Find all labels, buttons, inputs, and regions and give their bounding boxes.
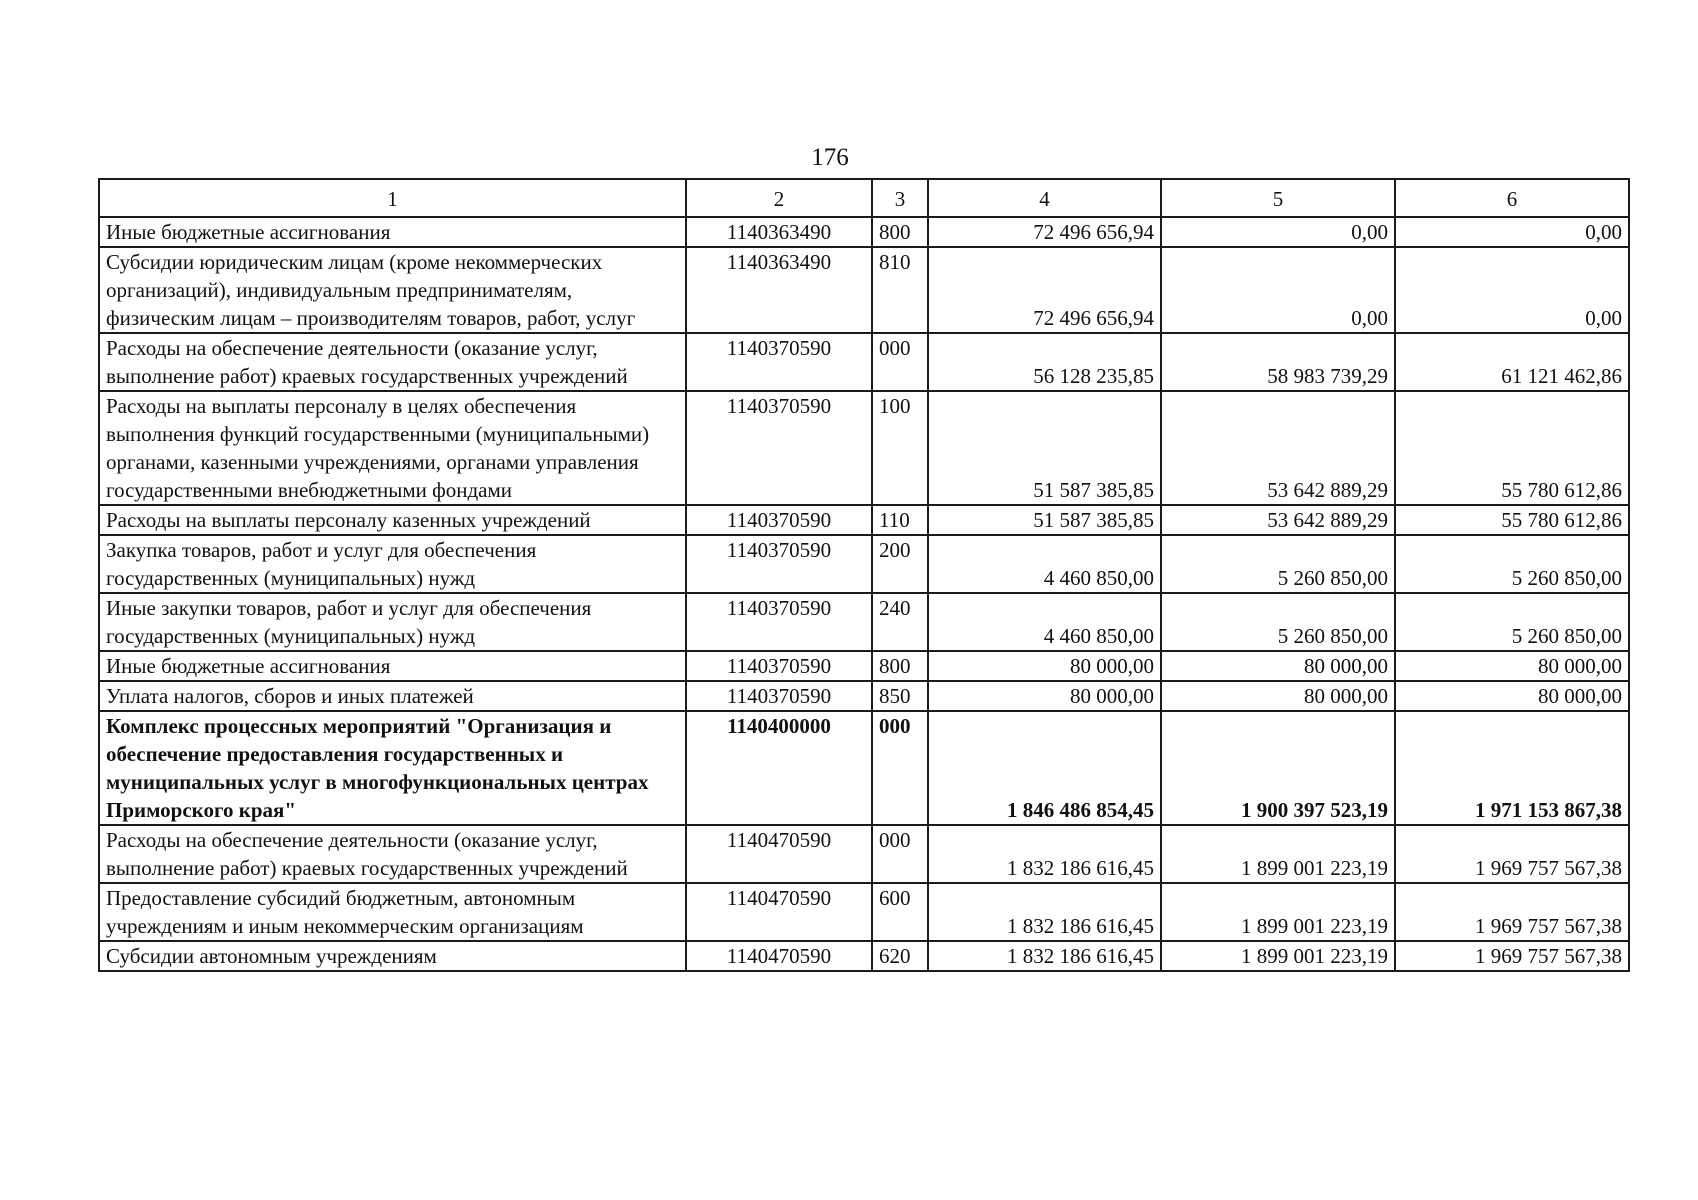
row-value-col5: 1 900 397 523,19 — [1161, 711, 1395, 825]
row-value-col5: 53 642 889,29 — [1161, 391, 1395, 505]
row-value-col5: 80 000,00 — [1161, 651, 1395, 681]
row-value-col4: 1 846 486 854,45 — [928, 711, 1161, 825]
row-name-cell: Субсидии автономным учреждениям — [99, 941, 686, 971]
row-value-col6: 1 969 757 567,38 — [1395, 825, 1629, 883]
row-value-col4: 1 832 186 616,45 — [928, 825, 1161, 883]
row-code-cell: 1140370590 — [686, 593, 872, 651]
row-name-cell: Иные бюджетные ассигнования — [99, 217, 686, 247]
row-value-col4: 1 832 186 616,45 — [928, 883, 1161, 941]
row-type-cell: 110 — [872, 505, 928, 535]
page-number: 176 — [811, 144, 849, 171]
row-code-cell: 1140470590 — [686, 825, 872, 883]
row-value-col5: 1 899 001 223,19 — [1161, 941, 1395, 971]
row-value-col4: 4 460 850,00 — [928, 593, 1161, 651]
row-type-cell: 620 — [872, 941, 928, 971]
row-value-col6: 1 971 153 867,38 — [1395, 711, 1629, 825]
row-name-cell: Уплата налогов, сборов и иных платежей — [99, 681, 686, 711]
table-row — [99, 711, 1629, 825]
row-name-cell: Расходы на обеспечение деятельности (оказание услуг, выполнение работ) краевых государственных учреждений — [99, 333, 686, 391]
row-value-col4: 51 587 385,85 — [928, 505, 1161, 535]
table-row — [99, 535, 1629, 593]
row-value-col5: 53 642 889,29 — [1161, 505, 1395, 535]
table-row — [99, 217, 1629, 247]
row-type-cell: 000 — [872, 825, 928, 883]
row-name-cell: Расходы на обеспечение деятельности (оказание услуг, выполнение работ) краевых государственных учреждений — [99, 825, 686, 883]
row-value-col6: 61 121 462,86 — [1395, 333, 1629, 391]
row-code-cell: 1140370590 — [686, 333, 872, 391]
row-code-cell: 1140370590 — [686, 681, 872, 711]
row-code-cell: 1140363490 — [686, 217, 872, 247]
header-cell-3: 3 — [872, 179, 928, 217]
row-name-cell: Предоставление субсидий бюджетным, автономным учреждениям и иным некоммерческим организациям — [99, 883, 686, 941]
row-value-col5: 1 899 001 223,19 — [1161, 883, 1395, 941]
row-code-cell: 1140370590 — [686, 391, 872, 505]
row-value-col4: 1 832 186 616,45 — [928, 941, 1161, 971]
row-type-cell: 240 — [872, 593, 928, 651]
row-value-col6: 80 000,00 — [1395, 651, 1629, 681]
row-value-col6: 55 780 612,86 — [1395, 505, 1629, 535]
budget-table — [98, 178, 1630, 972]
row-value-col4: 4 460 850,00 — [928, 535, 1161, 593]
row-value-col4: 72 496 656,94 — [928, 247, 1161, 333]
header-cell-2: 2 — [686, 179, 872, 217]
row-type-cell: 200 — [872, 535, 928, 593]
table-row — [99, 333, 1629, 391]
header-cell-1: 1 — [99, 179, 686, 217]
table-row — [99, 681, 1629, 711]
row-value-col4: 80 000,00 — [928, 681, 1161, 711]
row-name-cell: Субсидии юридическим лицам (кроме некоммерческих организаций), индивидуальным предпринимателям, физическим лицам – производителям товаров, работ, услуг — [99, 247, 686, 333]
table-row — [99, 593, 1629, 651]
row-value-col5: 5 260 850,00 — [1161, 535, 1395, 593]
row-code-cell: 1140370590 — [686, 535, 872, 593]
row-type-cell: 000 — [872, 333, 928, 391]
row-value-col4: 72 496 656,94 — [928, 217, 1161, 247]
row-value-col5: 58 983 739,29 — [1161, 333, 1395, 391]
row-type-cell: 810 — [872, 247, 928, 333]
table-row — [99, 247, 1629, 333]
row-value-col5: 1 899 001 223,19 — [1161, 825, 1395, 883]
row-name-cell: Иные закупки товаров, работ и услуг для обеспечения государственных (муниципальных) нужд — [99, 593, 686, 651]
row-value-col6: 1 969 757 567,38 — [1395, 883, 1629, 941]
row-name-cell: Расходы на выплаты персоналу казенных учреждений — [99, 505, 686, 535]
row-value-col6: 0,00 — [1395, 217, 1629, 247]
row-code-cell: 1140400000 — [686, 711, 872, 825]
row-value-col6: 5 260 850,00 — [1395, 535, 1629, 593]
row-type-cell: 800 — [872, 217, 928, 247]
row-value-col4: 51 587 385,85 — [928, 391, 1161, 505]
table-header-row — [99, 179, 1629, 217]
row-value-col6: 0,00 — [1395, 247, 1629, 333]
row-name-cell: Закупка товаров, работ и услуг для обеспечения государственных (муниципальных) нужд — [99, 535, 686, 593]
row-name-cell: Комплекс процессных мероприятий "Организация и обеспечение предоставления государственных и муниципальных услуг в многофункциональных центрах Приморского края" — [99, 711, 686, 825]
row-code-cell: 1140363490 — [686, 247, 872, 333]
row-value-col6: 1 969 757 567,38 — [1395, 941, 1629, 971]
row-value-col5: 80 000,00 — [1161, 681, 1395, 711]
row-code-cell: 1140370590 — [686, 651, 872, 681]
header-cell-5: 5 — [1161, 179, 1395, 217]
row-code-cell: 1140470590 — [686, 883, 872, 941]
header-cell-4: 4 — [928, 179, 1161, 217]
table-row — [99, 391, 1629, 505]
row-value-col4: 80 000,00 — [928, 651, 1161, 681]
table-row — [99, 883, 1629, 941]
row-type-cell: 100 — [872, 391, 928, 505]
row-value-col5: 0,00 — [1161, 217, 1395, 247]
row-value-col6: 5 260 850,00 — [1395, 593, 1629, 651]
row-type-cell: 850 — [872, 681, 928, 711]
row-code-cell: 1140370590 — [686, 505, 872, 535]
table-row — [99, 941, 1629, 971]
row-type-cell: 800 — [872, 651, 928, 681]
table-row — [99, 505, 1629, 535]
row-name-cell: Иные бюджетные ассигнования — [99, 651, 686, 681]
table-row — [99, 651, 1629, 681]
table-row — [99, 825, 1629, 883]
row-value-col5: 0,00 — [1161, 247, 1395, 333]
header-cell-6: 6 — [1395, 179, 1629, 217]
row-type-cell: 600 — [872, 883, 928, 941]
row-type-cell: 000 — [872, 711, 928, 825]
row-value-col4: 56 128 235,85 — [928, 333, 1161, 391]
row-value-col6: 55 780 612,86 — [1395, 391, 1629, 505]
row-name-cell: Расходы на выплаты персоналу в целях обеспечения выполнения функций государственными (муниципальными) органами, казенными учреждениями, органами управления государственными внебюджетными фондами — [99, 391, 686, 505]
row-value-col6: 80 000,00 — [1395, 681, 1629, 711]
row-value-col5: 5 260 850,00 — [1161, 593, 1395, 651]
row-code-cell: 1140470590 — [686, 941, 872, 971]
